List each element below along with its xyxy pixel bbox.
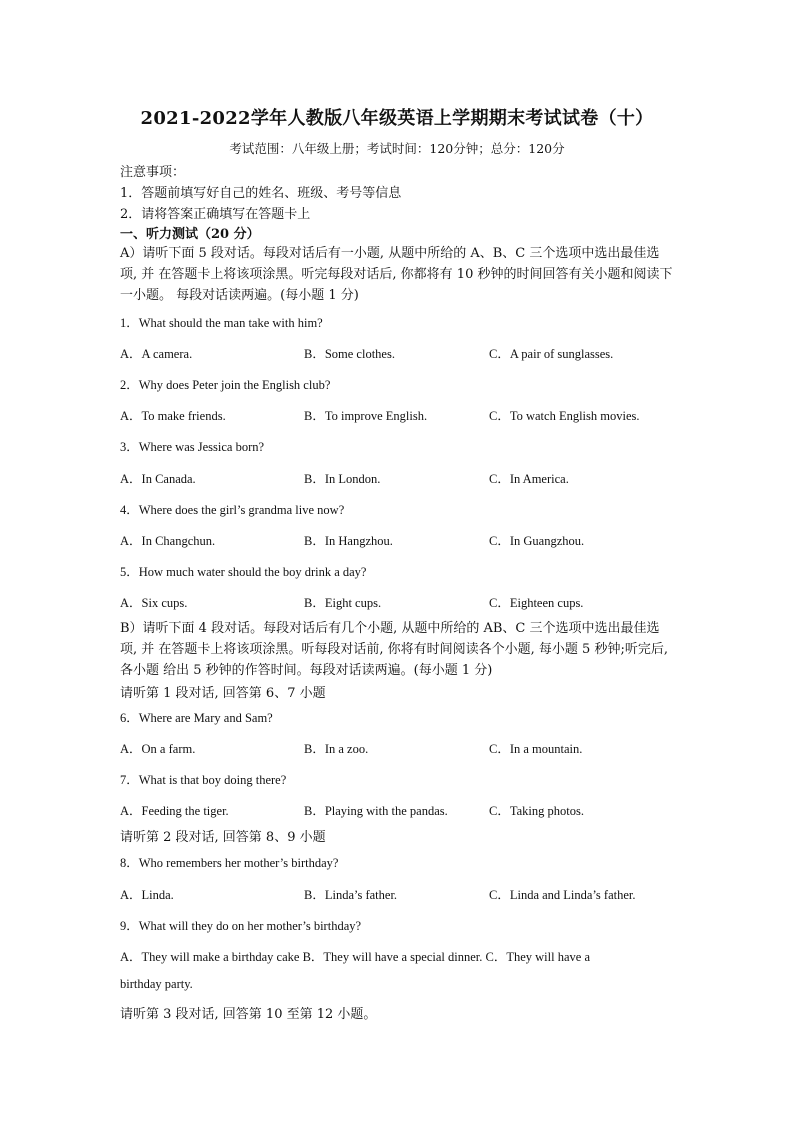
part-b-instructions: B）请听下面 4 段对话。每段对话后有几个小题, 从题中所给的 AB、C 三个选项中选出最佳选项, 并 在答题卡上将该项涂黑。听每段对话前, 你将有时间阅读各个小题, 每小题 5 秒钟;听完后, 各小题 给出 5 秒钟的作答时间。每段对话读两遍。(每小题 1 分) (120, 621, 668, 678)
option-c: C．In a mountain. (489, 742, 583, 756)
option-a: A．Linda. (120, 888, 174, 902)
option-b: B．In a zoo. (304, 742, 369, 756)
question-text: 5．How much water should the boy drink a day? (120, 565, 367, 579)
options-line: birthday party. (120, 977, 193, 991)
option-a: A．In Changchun. (120, 534, 216, 548)
exam-info: 考试范围：八年级上册；考试时间：120分钟；总分：120分 (229, 141, 565, 156)
option-c: C．Taking photos. (489, 804, 584, 818)
dialog-instruction: 请听第 3 段对话, 回答第 10 至第 12 小题。 (120, 1007, 377, 1022)
page-title: 2021-2022学年人教版八年级英语上学期期末考试试卷（十） (140, 108, 654, 129)
option-b: B．Some clothes. (304, 347, 395, 361)
option-b: B．In Hangzhou. (304, 534, 393, 548)
options-line: A．They will make a birthday cake B．They will have a special dinner. C．They will have a (120, 950, 590, 964)
question-text: 7．What is that boy doing there? (120, 773, 287, 787)
dialog-instruction: 请听第 1 段对话, 回答第 6、7 小题 (120, 686, 326, 701)
option-c: C．To watch English movies. (489, 409, 640, 423)
option-a: A．On a farm. (120, 742, 196, 756)
section-heading: 一、听力测试（20 分） (120, 227, 260, 242)
option-a: A．In Canada. (120, 472, 196, 486)
option-c: C．In America. (489, 472, 569, 486)
option-a: A．A camera. (120, 347, 193, 361)
note-item: 1．答题前填写好自己的姓名、班级、考号等信息 (120, 186, 402, 201)
question-text: 2．Why does Peter join the English club? (120, 378, 331, 392)
notes-heading: 注意事项： (120, 165, 186, 180)
question-text: 1．What should the man take with him? (120, 316, 323, 330)
question-text: 6．Where are Mary and Sam? (120, 711, 273, 725)
option-b: B．Playing with the pandas. (304, 804, 448, 818)
part-a-instructions: A）请听下面 5 段对话。每段对话后有一小题, 从题中所给的 A、B、C 三个选项中选出最佳选项, 并 在答题卡上将该项涂黑。听完每段对话后, 你都将有 10 秒钟的时间回答有关小题和阅读下一小题。 每段对话读两遍。(每小题 1 分) (120, 246, 673, 303)
option-c: C．Linda and Linda’s father. (489, 888, 636, 902)
option-b: B．In London. (304, 472, 381, 486)
option-b: B．To improve English. (304, 409, 428, 423)
note-item: 2．请将答案正确填写在答题卡上 (120, 207, 311, 222)
option-b: B．Linda’s father. (304, 888, 398, 902)
dialog-instruction: 请听第 2 段对话, 回答第 8、9 小题 (120, 830, 326, 845)
option-c: C．Eighteen cups. (489, 596, 584, 610)
option-b: B．Eight cups. (304, 596, 382, 610)
question-text: 4．Where does the girl’s grandma live now? (120, 503, 345, 517)
question-text: 3．Where was Jessica born? (120, 440, 265, 454)
option-c: C．In Guangzhou. (489, 534, 585, 548)
option-a: A．Feeding the tiger. (120, 804, 229, 818)
question-text: 8．Who remembers her mother’s birthday? (120, 856, 339, 870)
option-a: A．To make friends. (120, 409, 226, 423)
question-text: 9．What will they do on her mother’s birthday? (120, 919, 362, 933)
option-c: C．A pair of sunglasses. (489, 347, 614, 361)
option-a: A．Six cups. (120, 596, 188, 610)
